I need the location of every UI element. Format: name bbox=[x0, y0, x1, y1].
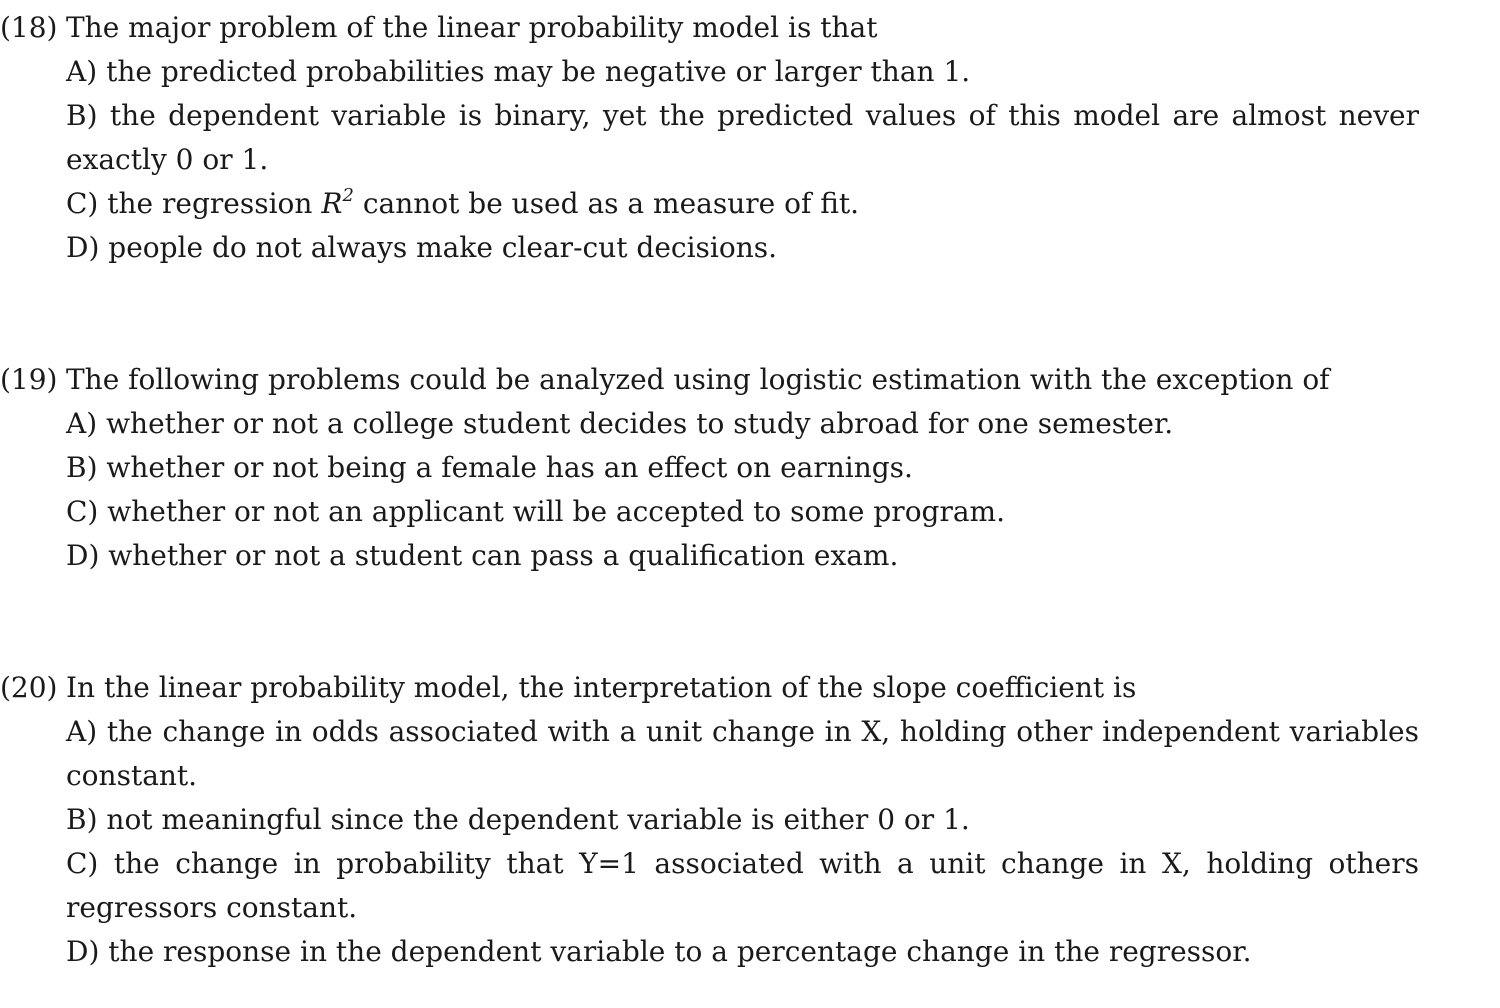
option-letter: D) bbox=[66, 231, 100, 264]
option-text: not meaningful since the dependent variable is either 0 or 1. bbox=[106, 803, 970, 836]
option-text: people do not always make clear-cut decisions. bbox=[108, 231, 778, 264]
option-a bbox=[66, 50, 1419, 94]
question-text: The major problem of the linear probability model is that bbox=[66, 11, 878, 44]
option-d bbox=[66, 534, 1419, 578]
math-r-squared bbox=[321, 187, 354, 220]
math-exponent: 2 bbox=[342, 185, 354, 206]
option-a bbox=[66, 710, 1419, 798]
option-letter: C) bbox=[66, 495, 99, 528]
option-text-after: cannot be used as a measure of fit. bbox=[362, 187, 860, 220]
option-c bbox=[66, 490, 1419, 534]
option-letter: B) bbox=[66, 99, 98, 132]
question-stem bbox=[0, 358, 1330, 402]
option-text: whether or not being a female has an effect on earnings. bbox=[106, 451, 913, 484]
question-text: The following problems could be analyzed using logistic estimation with the exception of bbox=[66, 363, 1330, 396]
option-text: the dependent variable is binary, yet the predicted values of this model are almost never exactly 0 or 1. bbox=[66, 99, 1419, 176]
option-c bbox=[66, 842, 1419, 930]
option-letter: C) bbox=[66, 847, 99, 880]
option-letter: A) bbox=[66, 715, 98, 748]
math-base: R bbox=[321, 187, 343, 220]
option-letter: C) bbox=[66, 187, 99, 220]
question-number: (20) bbox=[0, 671, 58, 704]
option-text: whether or not an applicant will be accepted to some program. bbox=[107, 495, 1006, 528]
option-text: whether or not a college student decides to study abroad for one semester. bbox=[106, 407, 1174, 440]
question-number: (18) bbox=[0, 11, 58, 44]
question-text: In the linear probability model, the interpretation of the slope coefficient is bbox=[66, 671, 1137, 704]
option-letter: A) bbox=[66, 55, 98, 88]
option-letter: B) bbox=[66, 803, 98, 836]
option-a bbox=[66, 402, 1419, 446]
option-b bbox=[66, 94, 1419, 182]
option-text: the predicted probabilities may be negative or larger than 1. bbox=[106, 55, 971, 88]
option-b bbox=[66, 798, 1419, 842]
option-text: the response in the dependent variable to a percentage change in the regressor. bbox=[108, 935, 1252, 968]
option-letter: D) bbox=[66, 935, 100, 968]
option-c bbox=[66, 182, 1419, 226]
option-letter: A) bbox=[66, 407, 98, 440]
question-stem bbox=[0, 666, 1136, 710]
option-text-before: the regression bbox=[107, 187, 313, 220]
question-number: (19) bbox=[0, 363, 58, 396]
question-stem bbox=[0, 6, 877, 50]
option-text: the change in odds associated with a unit change in X, holding other independent variables constant. bbox=[66, 715, 1419, 792]
option-b bbox=[66, 446, 1419, 490]
option-text: whether or not a student can pass a qualification exam. bbox=[108, 539, 899, 572]
option-d bbox=[66, 226, 1419, 270]
option-letter: B) bbox=[66, 451, 98, 484]
option-d bbox=[66, 930, 1419, 974]
option-text: the change in probability that Y=1 associated with a unit change in X, holding others regressors constant. bbox=[66, 847, 1420, 924]
option-letter: D) bbox=[66, 539, 100, 572]
